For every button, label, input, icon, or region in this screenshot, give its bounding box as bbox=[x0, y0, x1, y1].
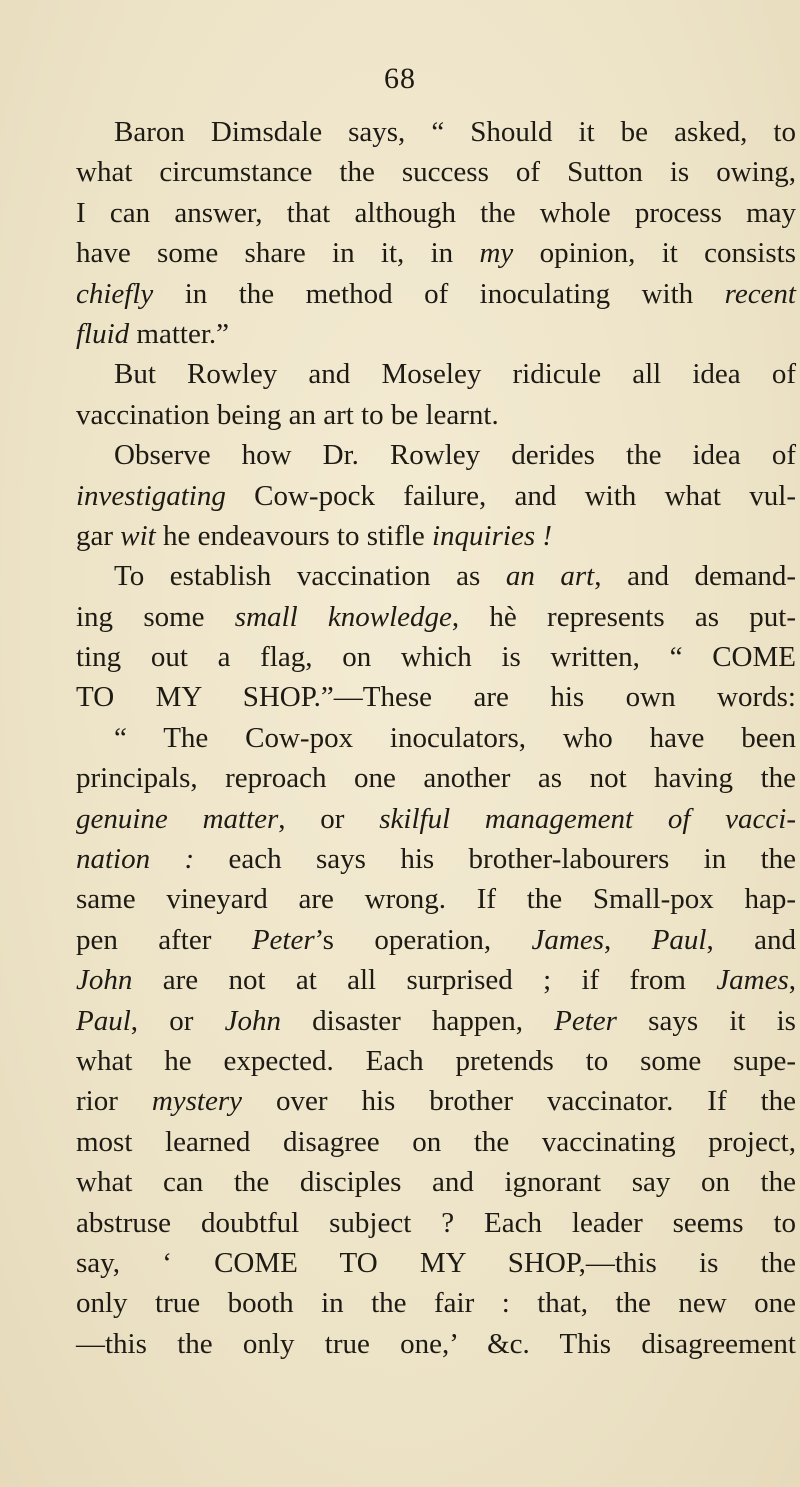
text-run: “ The Cow-pox inoculators, who have been bbox=[114, 721, 796, 754]
text-line bbox=[76, 1001, 796, 1041]
text-line bbox=[76, 1283, 796, 1323]
body-text bbox=[76, 112, 796, 1364]
page-number: 68 bbox=[384, 62, 416, 95]
italic-text: chiefly bbox=[76, 277, 154, 310]
text-line bbox=[76, 677, 796, 717]
text-line bbox=[76, 516, 796, 556]
text-run: each says his brother-labourers in the bbox=[194, 843, 796, 876]
italic-text: Peter bbox=[251, 923, 315, 956]
text-run: in the method of inoculating with bbox=[153, 277, 725, 310]
text-line bbox=[76, 1122, 796, 1162]
italic-text: genuine matter bbox=[76, 802, 279, 835]
italic-text: recent bbox=[724, 277, 796, 310]
text-line bbox=[76, 476, 796, 516]
text-run: TO MY SHOP.”—These are his own words: bbox=[76, 681, 796, 714]
text-run: , bbox=[604, 923, 652, 956]
text-line bbox=[76, 354, 796, 394]
text-run: have some share in it, in bbox=[76, 237, 480, 270]
text-line bbox=[76, 274, 796, 314]
text-run: are not at all surprised ; if from bbox=[132, 964, 717, 997]
text-run: only true booth in the fair : that, the new one bbox=[76, 1287, 796, 1320]
italic-text: mystery bbox=[151, 1085, 243, 1118]
text-line bbox=[76, 556, 796, 596]
text-line bbox=[76, 920, 796, 960]
text-run: I can answer, that although the whole process may bbox=[76, 196, 796, 229]
text-run: over his brother vaccinator. If the bbox=[242, 1085, 796, 1118]
text-run: what can the disciples and ignorant say on the bbox=[76, 1166, 796, 1199]
text-run: pen after bbox=[76, 923, 252, 956]
italic-text: Peter bbox=[554, 1004, 617, 1037]
text-line bbox=[76, 879, 796, 919]
text-run: he endeavours to stifle bbox=[155, 519, 432, 552]
text-run: matter.” bbox=[129, 317, 230, 350]
text-run: principals, reproach one another as not having the bbox=[76, 762, 796, 795]
text-run: says it is bbox=[616, 1004, 796, 1037]
text-line bbox=[76, 435, 796, 475]
text-line bbox=[76, 718, 796, 758]
italic-text: John bbox=[224, 1004, 281, 1037]
italic-text: an art bbox=[505, 560, 595, 593]
text-run: what circumstance the success of Sutton is owing, bbox=[76, 156, 796, 189]
text-line bbox=[76, 839, 796, 879]
italic-text: skilful management of vacci- bbox=[379, 802, 796, 835]
italic-text: James bbox=[531, 923, 605, 956]
text-run: gar bbox=[76, 519, 121, 552]
text-line bbox=[76, 233, 796, 273]
text-run: opinion, it consists bbox=[513, 237, 796, 270]
italic-text: James bbox=[716, 964, 789, 997]
text-run: , bbox=[788, 964, 796, 997]
text-line bbox=[76, 1203, 796, 1243]
text-run: , or bbox=[278, 802, 380, 835]
italic-text: inquiries ! bbox=[431, 519, 553, 552]
italic-text: my bbox=[479, 237, 514, 270]
italic-text: nation : bbox=[76, 843, 195, 876]
text-line bbox=[76, 152, 796, 192]
italic-text: wit bbox=[120, 519, 156, 552]
text-run: what he expected. Each pretends to some supe- bbox=[76, 1044, 796, 1077]
text-line bbox=[76, 960, 796, 1000]
text-line bbox=[76, 1162, 796, 1202]
text-line bbox=[76, 799, 796, 839]
italic-text: John bbox=[76, 964, 133, 997]
text-line bbox=[76, 758, 796, 798]
italic-text: investigating bbox=[76, 479, 226, 512]
text-run: most learned disagree on the vaccinating project, bbox=[76, 1125, 796, 1158]
text-run: ’s operation, bbox=[314, 923, 532, 956]
text-line bbox=[76, 637, 796, 677]
text-line bbox=[76, 112, 796, 152]
italic-text: fluid bbox=[76, 317, 130, 350]
text-line bbox=[76, 193, 796, 233]
text-run: disaster happen, bbox=[280, 1004, 555, 1037]
text-run: abstruse doubtful subject ? Each leader seems to bbox=[76, 1206, 796, 1239]
text-run: , and demand- bbox=[594, 560, 796, 593]
text-line bbox=[76, 1324, 796, 1364]
text-line bbox=[76, 1243, 796, 1283]
text-run: ing some bbox=[76, 600, 235, 633]
text-run: , and bbox=[706, 923, 796, 956]
text-run: , hè represents as put- bbox=[451, 600, 796, 633]
text-run: Baron Dimsdale says, “ Should it be asked, to bbox=[114, 116, 796, 148]
text-run: To establish vaccination as bbox=[114, 560, 506, 593]
text-line bbox=[76, 314, 796, 354]
text-run: —this the only true one,’ &c. This disagreement bbox=[76, 1327, 796, 1360]
italic-text: Paul bbox=[76, 1004, 131, 1037]
italic-text: Paul bbox=[651, 923, 707, 956]
text-run: vaccination being an art to be learnt. bbox=[76, 398, 499, 431]
text-line bbox=[76, 1081, 796, 1121]
text-run: say, ‘ COME TO MY SHOP,—this is the bbox=[76, 1246, 796, 1279]
text-run: ting out a flag, on which is written, “ COME bbox=[76, 641, 796, 674]
text-run: Cow-pock failure, and with what vul- bbox=[225, 479, 796, 512]
text-run: Observe how Dr. Rowley derides the idea of bbox=[114, 439, 796, 472]
text-line bbox=[76, 597, 796, 637]
text-run: , or bbox=[130, 1004, 225, 1037]
text-run: rior bbox=[76, 1085, 152, 1118]
italic-text: small knowledge bbox=[234, 600, 452, 633]
text-line bbox=[76, 395, 796, 435]
text-run: But Rowley and Moseley ridicule all idea of bbox=[114, 358, 796, 391]
text-line bbox=[76, 1041, 796, 1081]
text-run: same vineyard are wrong. If the Small-pox hap- bbox=[76, 883, 796, 916]
